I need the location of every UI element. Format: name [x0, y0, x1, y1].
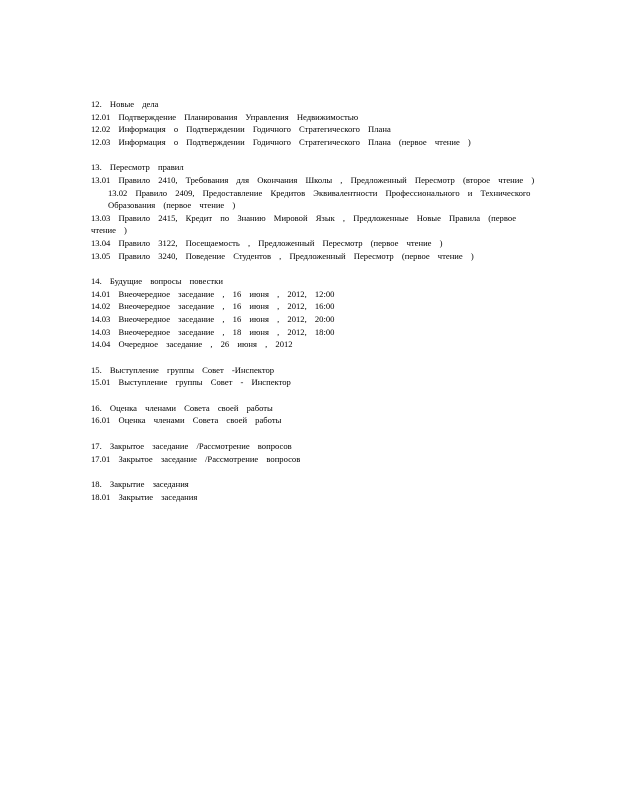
section-board-self-evaluation: [91, 402, 541, 427]
section-heading: 13. Пересмотр правил: [91, 162, 184, 173]
agenda-content: [91, 98, 541, 516]
agenda-item: 12.01 Подтверждение Планирования Управления Недвижимостью: [91, 111, 359, 122]
agenda-item: 12.02 Информация о Подтверждении Годичного Стратегического Плана: [91, 124, 391, 135]
agenda-item: 12.03 Информация о Подтверждении Годичного Стратегического Плана (первое чтение ): [91, 136, 471, 147]
section-closed-session: [91, 440, 541, 465]
agenda-item: 14.03 Внеочередное заседание , 16 июня , 2012, 20:00: [91, 313, 335, 324]
section-policy-review: [91, 161, 541, 262]
section-student-rep: [91, 364, 541, 389]
section-future-agenda: [91, 275, 541, 351]
agenda-item: 13.01 Правило 2410, Требования для Окончания Школы , Предложенный Пересмотр (второе чтение ): [91, 174, 535, 185]
section-heading: 12. Новые дела: [91, 99, 159, 109]
agenda-item: 16.01 Оценка членами Совета своей работы: [91, 415, 282, 426]
section-heading: 14. Будущие вопросы повестки: [91, 276, 223, 287]
agenda-item: 18.01 Закрытие заседания: [91, 491, 198, 502]
section-heading: 17. Закрытое заседание /Рассмотрение вопросов: [91, 441, 292, 452]
agenda-item: 14.02 Внеочередное заседание , 16 июня , 2012, 16:00: [91, 301, 335, 312]
agenda-item: 14.01 Внеочередное заседание , 16 июня , 2012, 12:00: [91, 288, 335, 299]
section-heading: 16. Оценка членами Совета своей работы: [91, 402, 273, 413]
agenda-item: 14.03 Внеочередное заседание , 18 июня , 2012, 18:00: [91, 326, 335, 337]
section-adjournment: [91, 478, 541, 503]
section-heading: 18. Закрытие заседания: [91, 479, 189, 490]
agenda-item: 17.01 Закрытое заседание /Рассмотрение вопросов: [91, 453, 301, 464]
agenda-item: 13.03 Правило 2415, Кредит по Знанию Мировой Язык , Предложенные Новые Правила (первое чтение ): [91, 212, 517, 236]
section-heading: 15. Выступление группы Совет -Инспектор: [91, 364, 275, 375]
agenda-item: 13.04 Правило 3122, Посещаемость , Предложенный Пересмотр (первое чтение ): [91, 237, 443, 248]
agenda-item: 13.02 Правило 2409, Предоставление Кредитов Эквивалентности Профессионального и Технического Образования (первое чтение ): [108, 187, 531, 211]
agenda-item: 14.04 Очередное заседание , 26 июня , 2012: [91, 339, 293, 350]
section-new-business: [91, 98, 541, 148]
agenda-item: 15.01 Выступление группы Совет - Инспектор: [91, 377, 291, 388]
agenda-item: 13.05 Правило 3240, Поведение Студентов , Предложенный Пересмотр (первое чтение ): [91, 250, 474, 261]
